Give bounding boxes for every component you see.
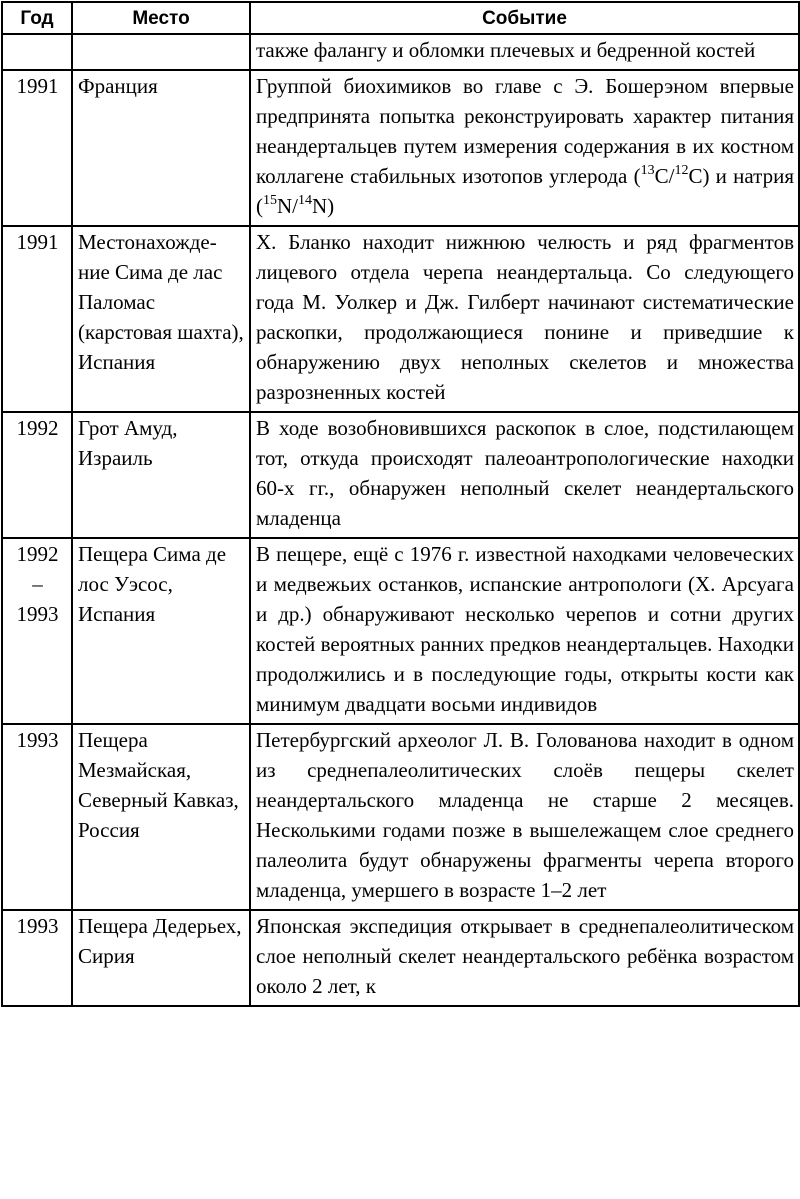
event-cell: Петербургский археолог Л. В. Голованова находит в одном из среднепалеолитических слоёв пещеры скелет неандертальского младенца не старше 2 месяцев. Несколькими годами позже в вышележащем слое среднего палеолита будут обнаружены фрагменты черепа второго младенца, умершего в возрасте 1–2 лет bbox=[250, 724, 799, 910]
year-cell: 1991 bbox=[2, 226, 72, 412]
isotope-superscript: 13 bbox=[640, 163, 655, 178]
year-cell bbox=[2, 538, 72, 724]
column-header-place: Место bbox=[72, 2, 250, 34]
year-end: 1993 bbox=[16, 602, 59, 626]
isotope-superscript: 15 bbox=[263, 193, 277, 208]
column-header-event: Событие bbox=[250, 2, 799, 34]
event-cell bbox=[250, 70, 799, 226]
isotope-superscript: 12 bbox=[674, 163, 689, 178]
event-text: C) и натрия ( bbox=[256, 164, 794, 218]
year-cell: 1992 bbox=[2, 412, 72, 538]
table-row bbox=[2, 910, 799, 1006]
year-cell: 1991 bbox=[2, 70, 72, 226]
event-cell: Японская экспедиция открывает в среднепалеолитическом слое неполный скелет неандертальского ребёнка возрастом около 2 лет, к bbox=[250, 910, 799, 1006]
event-cell: В ходе возобновившихся раскопок в слое, подстилающем тот, откуда происходят палеоантропологические находки 60-х гг., обнаружен неполный скелет неандертальского младенца bbox=[250, 412, 799, 538]
year-cell: 1993 bbox=[2, 724, 72, 910]
table-row bbox=[2, 34, 799, 70]
event-cell: В пещере, ещё с 1976 г. известной находками человеческих и медвежьих останков, испанские антропологи (Х. Арсуага и др.) обнаруживают несколько черепов и сотни других костей вероятных ранних предков неандертальцев. Находки продолжились и в последующие годы, открыты кости как минимум двадцати восьми индивидов bbox=[250, 538, 799, 724]
table-row bbox=[2, 412, 799, 538]
column-header-year: Год bbox=[2, 2, 72, 34]
year-range-dash: – bbox=[32, 572, 43, 596]
isotope-superscript: 14 bbox=[298, 193, 312, 208]
event-cell: Х. Бланко находит нижнюю челюсть и ряд фрагментов лицевого отдела черепа неандертальца. Со следующего года М. Уолкер и Дж. Гилберт начинают систематические раскопки, продолжающиеся понине и приведшие к обнаружению двух неполных скелетов и множества разрозненных костей bbox=[250, 226, 799, 412]
place-cell: Грот Амуд, Израиль bbox=[72, 412, 250, 538]
event-cell: также фалангу и обломки плечевых и бедренной костей bbox=[250, 34, 799, 70]
table-header-row bbox=[2, 2, 799, 34]
place-cell bbox=[72, 34, 250, 70]
place-cell: Пещера Мезмайская, Северный Кавказ, Россия bbox=[72, 724, 250, 910]
place-cell: Франция bbox=[72, 70, 250, 226]
place-cell: Пещера Дедерьех, Сирия bbox=[72, 910, 250, 1006]
event-text: C/ bbox=[654, 164, 675, 188]
year-start: 1992 bbox=[16, 542, 59, 566]
place-cell: Местонахожде-ние Сима де лас Паломас (карстовая шахта), Испания bbox=[72, 226, 250, 412]
table-row bbox=[2, 538, 799, 724]
table-row bbox=[2, 226, 799, 412]
event-text: N) bbox=[312, 194, 335, 218]
table-row bbox=[2, 724, 799, 910]
year-cell: 1993 bbox=[2, 910, 72, 1006]
place-cell: Пещера Сима де лос Уэсос, Испания bbox=[72, 538, 250, 724]
chronology-table bbox=[1, 1, 800, 1007]
table-row bbox=[2, 70, 799, 226]
event-text: Группой биохимиков во главе с Э. Бошерэном впервые предпринята попытка реконструировать характер питания неандертальцев путем измерения содержания в их костном коллагене стабильных изотопов углерода ( bbox=[256, 74, 794, 188]
year-cell bbox=[2, 34, 72, 70]
event-text: N/ bbox=[277, 194, 298, 218]
